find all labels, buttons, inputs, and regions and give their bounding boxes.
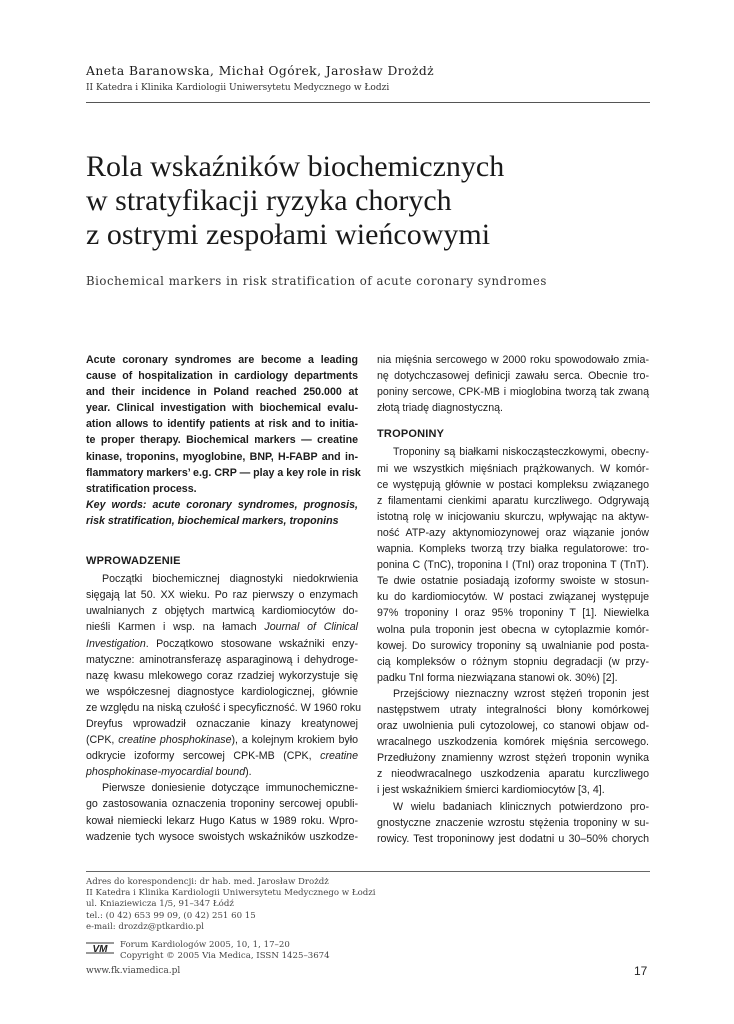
title-line: w stratyfikacji ryzyka chorych bbox=[86, 184, 452, 217]
footer-divider bbox=[86, 871, 650, 872]
keywords bbox=[86, 497, 358, 529]
abstract-line: cause of hospitalization in cardiology departments bbox=[86, 370, 358, 383]
abstract-line: stratification process. bbox=[86, 482, 197, 495]
via-medica-logo bbox=[86, 941, 114, 955]
abstract-line: te proper therapy. Biochemical markers — creatine bbox=[86, 434, 358, 447]
title-line: Rola wskaźników biochemicznych bbox=[86, 150, 505, 183]
authors: Aneta Baranowska, Michał Ogórek, Jarosław Drożdż bbox=[86, 64, 435, 78]
paragraph: Pierwsze doniesienie dotyczące immunochemiczne- go zastosowania oznaczenia troponiny sercowej opubli- kował niemiecki lekarz Hugo Katus w 1989 roku. Wpro- wadzenie tych wysoce swoistych wskaźników uszkodze- bbox=[86, 782, 358, 843]
svg-text:VM: VM bbox=[92, 944, 108, 955]
abstract bbox=[86, 352, 361, 497]
keywords-line: Key words: acute coronary syndromes, prognosis, bbox=[86, 498, 358, 511]
journal-info: Forum Kardiologów 2005, 10, 1, 17–20 Copyright © 2005 Via Medica, ISSN 1425–3674 bbox=[120, 940, 330, 961]
abstract-line: ation allows to identify patients at risk and to initia- bbox=[86, 418, 358, 431]
affiliation: II Katedra i Klinika Kardiologii Uniwersytetu Medycznego w Łodzi bbox=[86, 83, 390, 93]
journal-website: www.fk.viamedica.pl bbox=[86, 966, 181, 976]
abstract-line: and their incidence in Poland reached 250.000 at bbox=[86, 386, 358, 399]
section-heading-troponiny: TROPONINY bbox=[377, 428, 445, 441]
abstract-line: year. Clinical investigation with biochemical evalu- bbox=[86, 402, 358, 415]
left-column bbox=[86, 352, 362, 845]
section-heading-wprowadzenie: WPROWADZENIE bbox=[86, 555, 181, 568]
paragraph: Początki biochemicznej diagnostyki niedokrwienia sięgają lat 50. XX wieku. Po raz pierwszy o enzymach uwalnianych z objętych martwicą kardiomiocytów do- nieśli Karmen i wsp. na łamach Journal of Clinical Investigation. Początkowo stosowane wskaźniki enzy- matyczne: aminotransferazę asparaginową i dehydroge- nazę kwasu mlekowego coraz rzadziej wykorzystuje się we współczesnej diagnostyce kardiologicznej, głównie ze względu na niską czułość i specyficzność. W 1960 roku Dreyfus wprowadził oznaczanie kinazy kreatynowej (CPK, creatine phosphokinase), a kolejnym krokiem było odkrycie izoformy sercowej CPK-MB (CPK, creatine phosphokinase-myocardial bound). bbox=[86, 573, 362, 779]
header-divider bbox=[86, 102, 650, 103]
right-column bbox=[377, 352, 649, 847]
paragraph: Przejściowy nieznaczny wzrost stężeń troponin jest następstwem utraty integralności błony komórkowej oraz uwolnienia puli cytozolowej, co stanowi objaw od- wracalnego uszkodzenia komórek mięśnia sercowego. Przedłużony znamienny wzrost stężeń troponin wynika z nieodwracalnego uszkodzenia aparatu kurczliwego i jest wskaźnikiem śmierci kardiomiocytów [3, 4]. bbox=[377, 687, 649, 797]
abstract-line: kinase, troponins, myoglobine, BNP, H-FABP and in- bbox=[86, 450, 358, 463]
keywords-line: risk stratification, biochemical markers, troponins bbox=[86, 514, 339, 527]
english-title: Biochemical markers in risk stratification of acute coronary syndromes bbox=[86, 274, 547, 288]
title-line: z ostrymi zespołami wieńcowymi bbox=[86, 218, 491, 251]
correspondence-address: Adres do korespondencji: dr hab. med. Jarosław Drożdż II Katedra i Klinika Kardiologii Uniwersytetu Medycznego w Łodzi ul. Kniaziewicza 1/5, 91–347 Łódź tel.: (0 42) 653 99 09, (0 42) 251 60 15 e-mail: drozdz@ptkardio.pl bbox=[86, 877, 376, 932]
article-title bbox=[86, 150, 646, 252]
paragraph: W wielu badaniach klinicznych potwierdzono pro- gnostyczne znaczenie wzrostu stężenia troponiny w su- rowicy. Test troponinowy jest dodatni u 30–50% chorych bbox=[377, 800, 649, 845]
abstract-line: flammatory markers’ e.g. CRP — play a key role in risk bbox=[86, 466, 361, 479]
abstract-line: Acute coronary syndromes are become a leading bbox=[86, 354, 358, 366]
paragraph: nia mięśnia sercowego w 2000 roku spowodowało zmia- nę dotychczasowej definicji zawału serca. Obecnie tro- poniny sercowe, CPK-MB i mioglobina tworzą tak zwaną złotą triadę diagnostyczną. bbox=[377, 354, 649, 415]
page-number: 17 bbox=[634, 964, 648, 978]
paragraph: Troponiny są białkami niskocząsteczkowymi, obecny- mi we wszystkich mięśniach prążkowanych. W komór- ce występują głównie w postaci kompleksu związanego z filamentami cienkimi aparatu kurczliwego. Odgrywają istotną rolę w inicjowaniu skurczu, wpływając na aktyw- ność ATP-azy aktynomiozynowej oraz wiązanie jonów wapnia. Kompleks tworzą trzy białka regulatorowe: tro- ponina C (TnC), troponina I (TnI) oraz troponina T (TnT). Te dwie ostatnie posiadają izoformy swoiste w stosun- ku do kardiomiocytów. W postaci związanej występuje 97% troponiny I oraz 95% troponiny T [1]. Niewielka wolna pula troponin jest obecna w cytoplazmie komór- kowej. Do surowicy troponiny są uwalnianie pod posta- cią kompleksów o różnym stopniu degradacji (w przy- padku TnI forma niezwiązana stanowi ok. 30%) [2]. bbox=[377, 446, 649, 684]
